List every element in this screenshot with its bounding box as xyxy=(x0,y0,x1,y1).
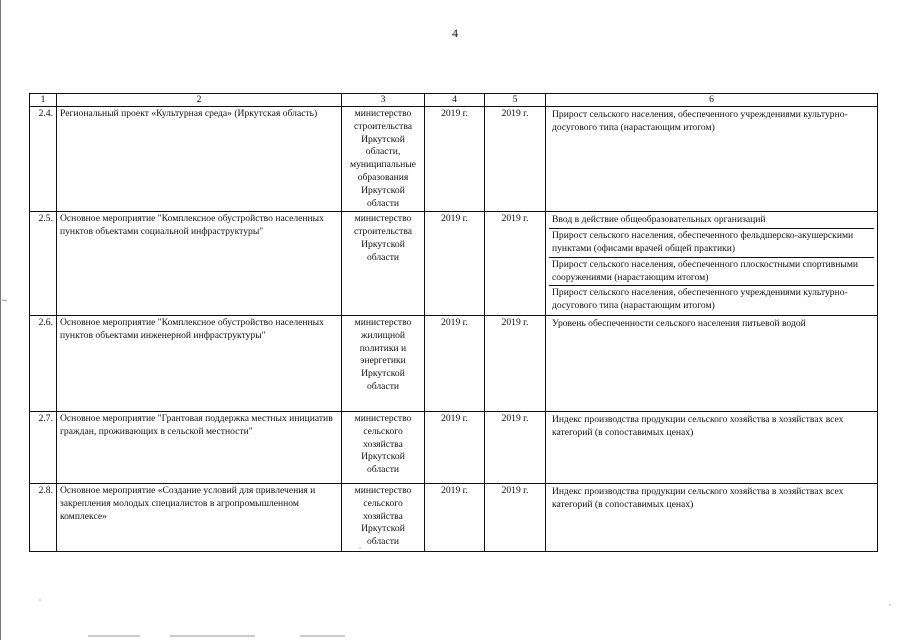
measure-name: Основное мероприятие "Комплексное обустройство населенных пунктов объектами инженерной инфраструктуры" xyxy=(57,315,342,411)
row-number: 2.6. xyxy=(30,315,57,411)
header-col-3: 3 xyxy=(342,94,425,107)
measure-name: Основное мероприятие "Комплексное обустройство населенных пунктов объектами социальной инфраструктуры" xyxy=(57,212,342,316)
end-year: 2019 г. xyxy=(485,107,546,212)
executor: министерство жилищной политики и энергетики Иркутской области xyxy=(342,315,425,411)
header-col-6: 6 xyxy=(546,94,878,107)
result-indicator: Прирост сельского населения, обеспеченного учреждениями культурно-досугового типа (нарастающим итогом) xyxy=(552,109,848,133)
start-year: 2019 г. xyxy=(425,483,485,551)
result-indicator: Индекс производства продукции сельского хозяйства в хозяйствах всех категорий (в сопоставимых ценах) xyxy=(552,485,844,510)
start-year: 2019 г. xyxy=(425,212,485,316)
executor: министерство строительства Иркутской области xyxy=(342,212,425,316)
result-indicators xyxy=(546,483,878,551)
result-indicators xyxy=(546,107,878,212)
end-year: 2019 г. xyxy=(485,483,546,551)
end-year: 2019 г. xyxy=(485,411,546,483)
result-indicator: Прирост сельского населения, обеспеченного учреждениями культурно-досугового типа (нарастающим итогом) xyxy=(552,287,848,312)
row-number: 2.4. xyxy=(30,107,57,212)
executor: министерство сельского хозяйства Иркутской области xyxy=(342,483,425,551)
row-number: 2.5. xyxy=(30,212,57,316)
row-number: 2.8. xyxy=(30,483,57,551)
result-indicators xyxy=(546,411,878,483)
result-indicator: Прирост сельского населения, обеспеченного плоскостными спортивными сооружениями (нарастающим итогом) xyxy=(549,258,874,287)
executor: министерство сельского хозяйства Иркутской области xyxy=(342,411,425,483)
header-col-1: 1 xyxy=(30,94,57,107)
table-row xyxy=(30,315,878,411)
result-indicator: Индекс производства продукции сельского хозяйства в хозяйствах всех категорий (в сопоставимых ценах) xyxy=(552,413,844,438)
measures-table xyxy=(29,93,878,552)
table-row xyxy=(30,483,878,551)
start-year: 2019 г. xyxy=(425,107,485,212)
header-col-5: 5 xyxy=(485,94,546,107)
measure-name: Региональный проект «Культурная среда» (Иркутская область) xyxy=(57,107,342,212)
measure-name: Основное мероприятие "Грантовая поддержка местных инициатив граждан, проживающих в сельской местности" xyxy=(57,411,342,483)
table-row xyxy=(30,411,878,483)
start-year: 2019 г. xyxy=(425,315,485,411)
start-year: 2019 г. xyxy=(425,411,485,483)
result-indicator: Ввод в действие общеобразовательных организаций xyxy=(549,213,874,229)
measure-name: Основное мероприятие «Создание условий для привлечения и закрепления молодых специалистов в агропромышленном комплексе» xyxy=(57,483,342,551)
table-row xyxy=(30,212,878,316)
result-indicator: Уровень обеспеченности сельского населения питьевой водой xyxy=(552,317,806,329)
table-row xyxy=(30,107,878,212)
end-year: 2019 г. xyxy=(485,315,546,411)
end-year: 2019 г. xyxy=(485,212,546,316)
page-number: 4 xyxy=(452,26,458,40)
executor: министерство строительства Иркутской области, муниципальные образования Иркутской области xyxy=(342,107,425,212)
row-number: 2.7. xyxy=(30,411,57,483)
table-header-row xyxy=(30,94,878,107)
result-indicators xyxy=(546,212,878,316)
header-col-4: 4 xyxy=(425,94,485,107)
header-col-2: 2 xyxy=(57,94,342,107)
result-indicator: Прирост сельского населения, обеспеченного фельдшерско-акушерскими пунктами (офисами врачей общей практики) xyxy=(549,229,874,258)
result-indicators xyxy=(546,315,878,411)
